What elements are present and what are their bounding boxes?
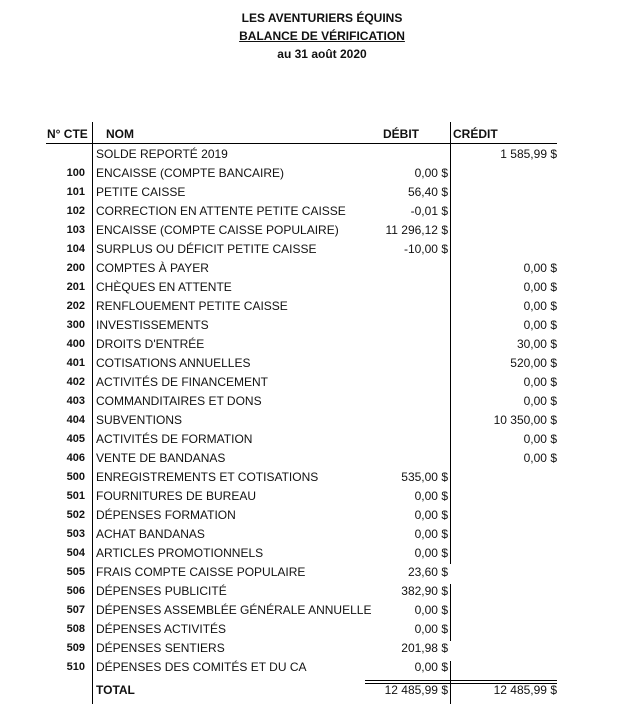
account-number: 103: [66, 224, 85, 236]
debit-amount: 0,00 $: [414, 546, 448, 560]
table-row: [0, 563, 644, 582]
table-row: [0, 430, 644, 449]
account-number: 200: [66, 262, 85, 274]
account-name: ACTIVITÉS DE FORMATION: [96, 432, 253, 446]
account-name: COTISATIONS ANNUELLES: [96, 356, 251, 370]
debit-amount: 382,90 $: [401, 584, 448, 598]
account-name: RENFLOUEMENT PETITE CAISSE: [96, 299, 288, 313]
credit-amount: 0,00 $: [523, 261, 557, 275]
credit-amount: 0,00 $: [523, 375, 557, 389]
debit-amount: 0,00 $: [414, 660, 448, 674]
account-name: DÉPENSES FORMATION: [96, 508, 236, 522]
credit-amount: 520,00 $: [510, 356, 557, 370]
account-name: ENCAISSE (COMPTE CAISSE POPULAIRE): [96, 223, 339, 237]
account-name: CORRECTION EN ATTENTE PETITE CAISSE: [96, 204, 346, 218]
account-number: 403: [66, 395, 85, 407]
account-number: 202: [66, 300, 85, 312]
organization-title: LES AVENTURIERS ÉQUINS: [241, 11, 403, 25]
table-row: [0, 525, 644, 544]
column-header-credit: CRÉDIT: [453, 127, 498, 141]
table-row: [0, 145, 644, 164]
credit-amount: 0,00 $: [523, 280, 557, 294]
total-debit: 12 485,99 $: [384, 683, 448, 697]
account-number: 402: [66, 376, 85, 388]
debit-amount: -0,01 $: [410, 204, 448, 218]
account-name: COMPTES À PAYER: [96, 261, 209, 275]
account-name: ACHAT BANDANAS: [96, 527, 205, 541]
table-row: [0, 183, 644, 202]
account-number: 507: [66, 604, 85, 616]
table-row: [0, 392, 644, 411]
table-row: [0, 221, 644, 240]
credit-amount: 0,00 $: [523, 299, 557, 313]
account-name: CHÈQUES EN ATTENTE: [96, 280, 232, 294]
table-row: [0, 411, 644, 430]
table-row: [0, 601, 644, 620]
account-number: 508: [66, 623, 85, 635]
account-number: 505: [66, 566, 85, 578]
account-number: 506: [66, 585, 85, 597]
table-row: [0, 335, 644, 354]
table-row: [0, 259, 644, 278]
credit-amount: 0,00 $: [523, 394, 557, 408]
table-row: [0, 278, 644, 297]
account-name: DROITS D'ENTRÉE: [96, 337, 205, 351]
account-number: 101: [66, 186, 85, 198]
total-label: TOTAL: [96, 683, 135, 697]
debit-amount: 535,00 $: [401, 470, 448, 484]
table-row: [0, 316, 644, 335]
account-number: 405: [66, 433, 85, 445]
table-row: [0, 373, 644, 392]
total-row: [0, 681, 644, 700]
table-row: [0, 658, 644, 677]
column-header-account-number: N° CTE: [47, 127, 88, 141]
account-name: ACTIVITÉS DE FINANCEMENT: [96, 375, 269, 389]
table-row: [0, 240, 644, 259]
account-number: 501: [66, 490, 85, 502]
account-number: 400: [66, 338, 85, 350]
account-name: ARTICLES PROMOTIONNELS: [96, 546, 264, 560]
report-title-text: BALANCE DE VÉRIFICATION: [239, 29, 405, 43]
total-credit: 12 485,99 $: [493, 683, 557, 697]
table-row: [0, 468, 644, 487]
account-number: 401: [66, 357, 85, 369]
account-number: 503: [66, 528, 85, 540]
header-divider: [46, 143, 557, 144]
account-name: DÉPENSES ASSEMBLÉE GÉNÉRALE ANNUELLE: [96, 603, 372, 617]
account-name: ENREGISTREMENTS ET COTISATIONS: [96, 470, 319, 484]
table-row: [0, 164, 644, 183]
account-number: 300: [66, 319, 85, 331]
account-name: FRAIS COMPTE CAISSE POPULAIRE: [96, 565, 306, 579]
account-name: PETITE CAISSE: [96, 185, 186, 199]
column-header-debit: DÉBIT: [383, 127, 419, 141]
debit-amount: 0,00 $: [414, 166, 448, 180]
account-name: DÉPENSES PUBLICITÉ: [96, 584, 227, 598]
debit-amount: 11 296,12 $: [385, 223, 448, 237]
report-date: au 31 août 2020: [277, 47, 367, 61]
debit-amount: 0,00 $: [414, 622, 448, 636]
table-row: [0, 639, 644, 658]
debit-amount: 0,00 $: [414, 489, 448, 503]
account-number: 104: [66, 243, 85, 255]
account-name: ENCAISSE (COMPTE BANCAIRE): [96, 166, 285, 180]
account-name: COMMANDITAIRES ET DONS: [96, 394, 262, 408]
account-name: DÉPENSES SENTIERS: [96, 641, 225, 655]
table-row: [0, 449, 644, 468]
credit-amount: 0,00 $: [523, 432, 557, 446]
account-name: SUBVENTIONS: [96, 413, 183, 427]
table-row: [0, 202, 644, 221]
account-number: 201: [66, 281, 85, 293]
debit-amount: 0,00 $: [414, 508, 448, 522]
debit-amount: 56,40 $: [407, 185, 448, 199]
account-name: DÉPENSES ACTIVITÉS: [96, 622, 227, 636]
credit-amount: 10 350,00 $: [493, 413, 557, 427]
table-row: [0, 297, 644, 316]
debit-amount: 23,60 $: [407, 565, 448, 579]
account-number: 502: [66, 509, 85, 521]
table-row: [0, 544, 644, 563]
account-number: 504: [66, 547, 85, 559]
account-name: INVESTISSEMENTS: [96, 318, 209, 332]
account-number: 102: [66, 205, 85, 217]
credit-amount: 0,00 $: [523, 451, 557, 465]
account-number: 500: [66, 471, 85, 483]
table-row: [0, 582, 644, 601]
account-name: VENTE DE BANDANAS: [96, 451, 226, 465]
debit-amount: 0,00 $: [414, 603, 448, 617]
account-name: DÉPENSES DES COMITÉS ET DU CA: [96, 660, 307, 674]
credit-amount: 0,00 $: [523, 318, 557, 332]
table-row: [0, 487, 644, 506]
debit-amount: 0,00 $: [414, 527, 448, 541]
credit-amount: 1 585,99 $: [500, 147, 557, 161]
account-name: SURPLUS OU DÉFICIT PETITE CAISSE: [96, 242, 317, 256]
account-number: 510: [66, 661, 85, 673]
debit-amount: 201,98 $: [401, 641, 448, 655]
column-header-name: NOM: [106, 127, 134, 141]
table-row: [0, 354, 644, 373]
account-number: 406: [66, 452, 85, 464]
account-name: FOURNITURES DE BUREAU: [96, 489, 257, 503]
debit-amount: -10,00 $: [403, 242, 448, 256]
account-number: 404: [66, 414, 85, 426]
account-number: 509: [66, 642, 85, 654]
account-name: SOLDE REPORTÉ 2019: [96, 147, 228, 161]
credit-amount: 30,00 $: [516, 337, 557, 351]
account-number: 100: [66, 167, 85, 179]
table-row: [0, 620, 644, 639]
table-row: [0, 506, 644, 525]
